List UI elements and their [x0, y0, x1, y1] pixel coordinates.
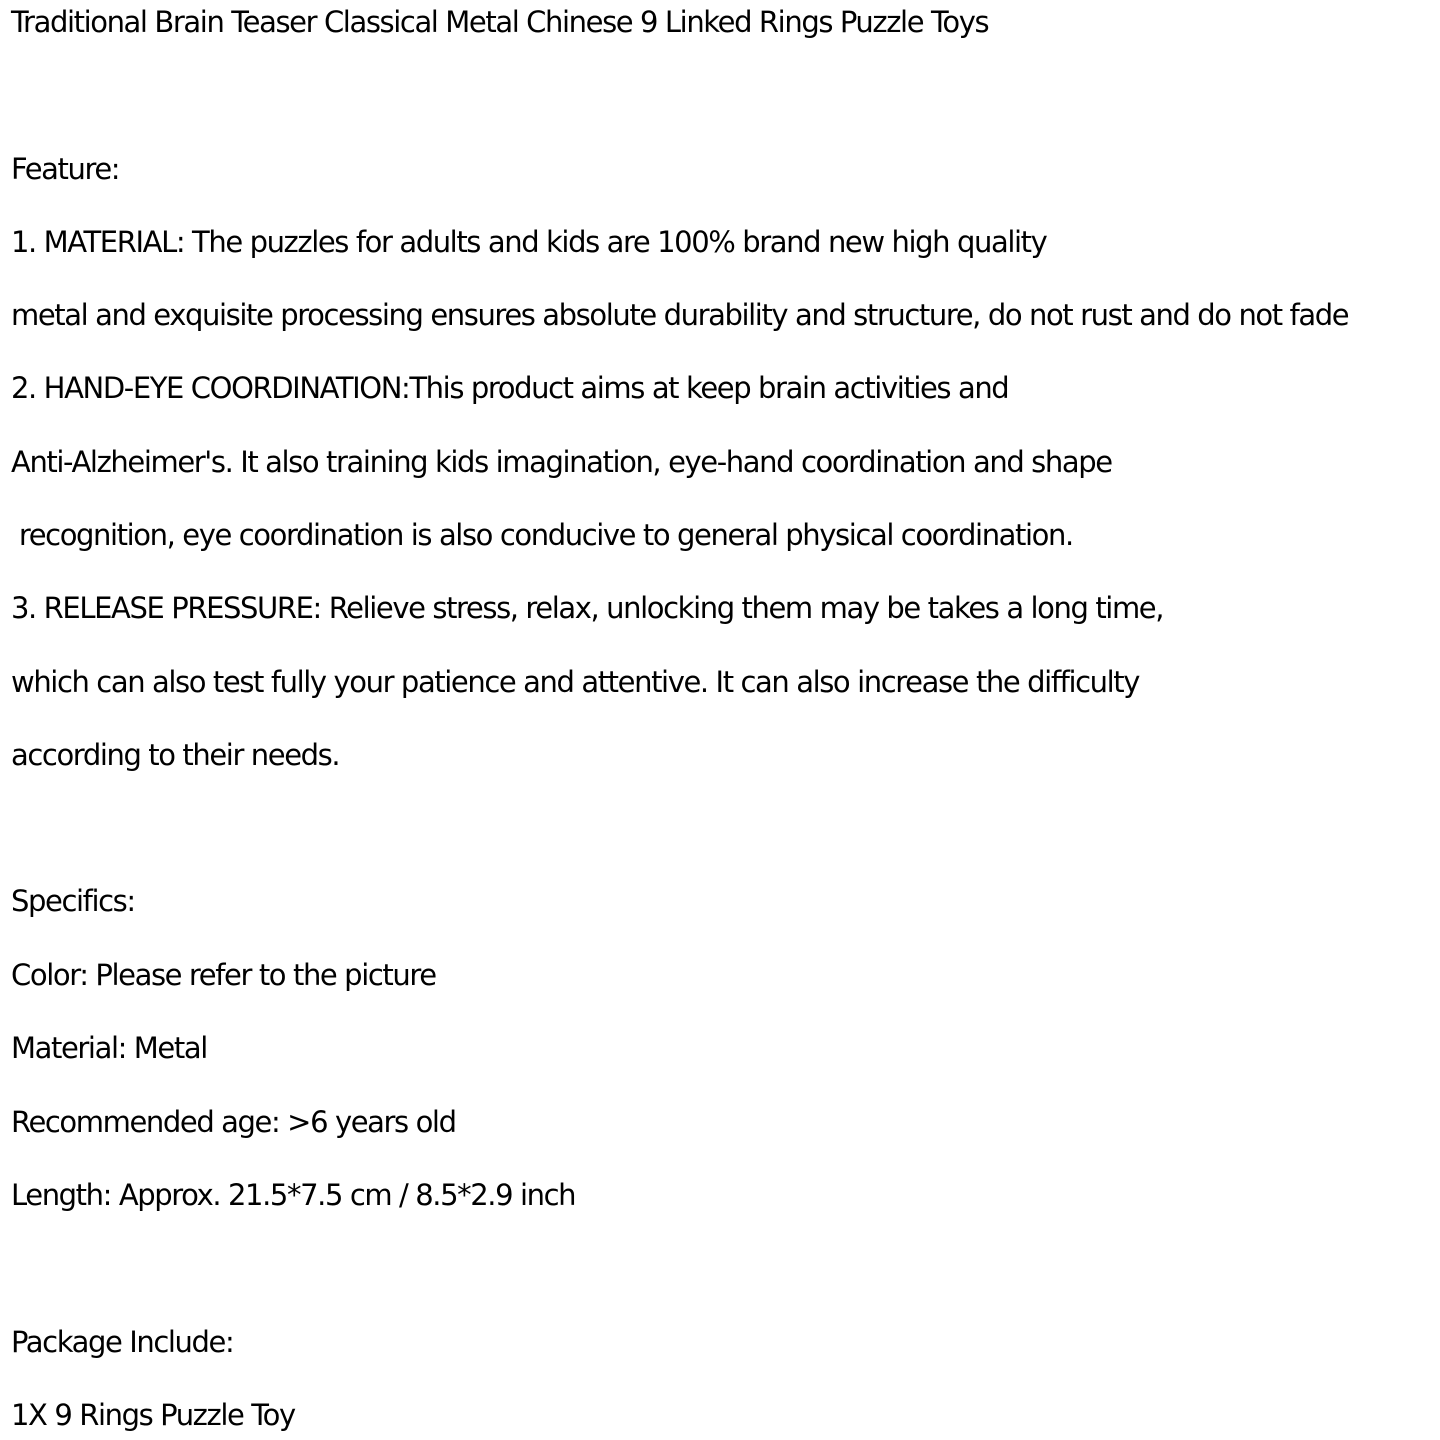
specifics-line: Length: Approx. 21.5*7.5 cm / 8.5*2.9 inch — [11, 1178, 576, 1212]
specifics-heading: Specifics: — [11, 884, 135, 918]
feature-line: 1. MATERIAL: The puzzles for adults and kids are 100% brand new high quality — [11, 225, 1047, 259]
feature-heading: Feature: — [11, 152, 120, 186]
package-line: 1X 9 Rings Puzzle Toy — [11, 1398, 295, 1432]
feature-line: according to their needs. — [11, 738, 340, 772]
feature-line: which can also test fully your patience and attentive. It can also increase the difficulty — [11, 665, 1140, 699]
feature-line: Anti-Alzheimer's. It also training kids imagination, eye-hand coordination and shape — [11, 445, 1112, 479]
feature-line: 3. RELEASE PRESSURE: Relieve stress, relax, unlocking them may be takes a long time, — [11, 591, 1164, 625]
feature-line: recognition, eye coordination is also conducive to general physical coordination. — [11, 518, 1073, 552]
specifics-line: Color: Please refer to the picture — [11, 958, 436, 992]
package-heading: Package Include: — [11, 1325, 234, 1359]
feature-line: metal and exquisite processing ensures absolute durability and structure, do not rust and do not fade — [11, 298, 1349, 332]
specifics-line: Recommended age: >6 years old — [11, 1105, 456, 1139]
specifics-line: Material: Metal — [11, 1031, 207, 1065]
product-title: Traditional Brain Teaser Classical Metal Chinese 9 Linked Rings Puzzle Toys — [11, 5, 989, 39]
feature-line: 2. HAND-EYE COORDINATION:This product aims at keep brain activities and — [11, 371, 1009, 405]
